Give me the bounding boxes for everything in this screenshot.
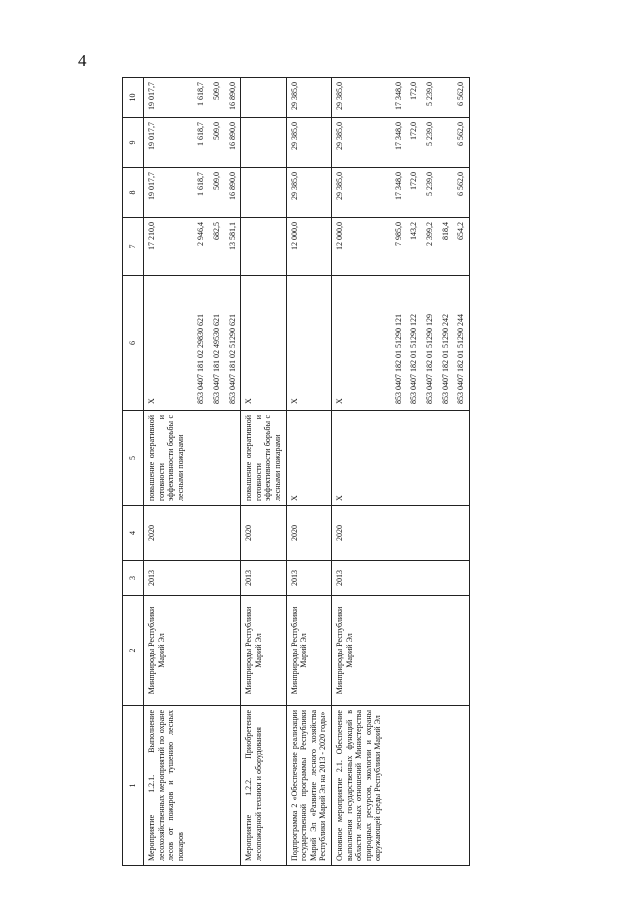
executor-cell	[453, 596, 469, 706]
amount-cell: 17 210,0	[144, 218, 189, 276]
amount-cell: 16 890,0	[225, 168, 241, 218]
table-row	[241, 78, 286, 866]
executor-cell	[438, 596, 454, 706]
start-year-cell: 2013	[241, 561, 286, 596]
executor-cell	[386, 596, 407, 706]
table-row	[438, 78, 454, 866]
amount-cell: 7 985,0	[386, 218, 407, 276]
amount-cell: 654,2	[453, 218, 469, 276]
amount-cell: 5 239,0	[422, 118, 438, 168]
budget-code-cell: 853 0407 181 02 29830 621	[188, 276, 209, 411]
budget-table	[122, 77, 470, 866]
expected-result-cell	[406, 411, 422, 506]
amount-cell: 29 385,0	[331, 118, 385, 168]
start-year-cell	[209, 561, 225, 596]
amount-cell: 16 890,0	[225, 78, 241, 118]
amount-cell: 12 000,0	[331, 218, 385, 276]
row-name-cell: Подпрограмма 2 «Обеспечение реализации государственной программы Республики Марий Эл «Развитие лесного хозяйства Республики Марий Эл на 2013 - 2020 годы»	[286, 706, 331, 866]
executor-cell: Минприроды Республики Марий Эл	[331, 596, 385, 706]
row-name-cell	[386, 706, 407, 866]
row-name-cell	[422, 706, 438, 866]
column-header: 6	[123, 276, 144, 411]
column-header: 1	[123, 706, 144, 866]
start-year-cell	[386, 561, 407, 596]
column-header: 8	[123, 168, 144, 218]
amount-cell: 17 348,0	[386, 168, 407, 218]
executor-cell: Минприроды Республики Марий Эл	[286, 596, 331, 706]
column-header: 3	[123, 561, 144, 596]
column-header: 7	[123, 218, 144, 276]
amount-cell: 509,0	[209, 78, 225, 118]
amount-cell: 818,4	[438, 218, 454, 276]
budget-code-cell: 853 0407 182 01 51290 122	[406, 276, 422, 411]
executor-cell	[406, 596, 422, 706]
start-year-cell	[188, 561, 209, 596]
executor-cell	[422, 596, 438, 706]
budget-code-cell: X	[241, 276, 286, 411]
budget-code-cell: X	[144, 276, 189, 411]
expected-result-cell	[386, 411, 407, 506]
amount-cell: 19 017,7	[144, 118, 189, 168]
executor-cell	[225, 596, 241, 706]
amount-cell: 1 618,7	[188, 168, 209, 218]
start-year-cell: 2013	[144, 561, 189, 596]
rotated-table-wrapper	[122, 78, 522, 866]
start-year-cell	[225, 561, 241, 596]
budget-code-cell: X	[331, 276, 385, 411]
expected-result-cell: повышение оперативной готовности и эффективности борьбы с лесными пожарами	[144, 411, 189, 506]
amount-cell	[438, 118, 454, 168]
amount-cell: 5 239,0	[422, 78, 438, 118]
row-name-cell	[209, 706, 225, 866]
expected-result-cell: повышение оперативной готовности и эффективности борьбы с лесными пожарами	[241, 411, 286, 506]
amount-cell: 13 581,1	[225, 218, 241, 276]
table-row	[286, 78, 331, 866]
amount-cell	[241, 218, 286, 276]
start-year-cell	[422, 561, 438, 596]
executor-cell: Минприроды Республики Марий Эл	[241, 596, 286, 706]
amount-cell	[438, 78, 454, 118]
end-year-cell	[225, 506, 241, 561]
amount-cell	[241, 118, 286, 168]
amount-cell: 143,2	[406, 218, 422, 276]
column-number-row	[123, 78, 144, 866]
amount-cell: 29 385,0	[331, 168, 385, 218]
executor-cell	[188, 596, 209, 706]
start-year-cell: 2013	[331, 561, 385, 596]
table-row	[188, 78, 209, 866]
end-year-cell	[406, 506, 422, 561]
row-name-cell: Основное мероприятие 2.1. Обеспечение выполнения государственных функций в области лесных отношений Министерства природных ресурсов, экологии и охраны окружающей среды Республики Марий Эл	[331, 706, 385, 866]
column-header: 9	[123, 118, 144, 168]
start-year-cell	[406, 561, 422, 596]
amount-cell: 6 562,0	[453, 168, 469, 218]
end-year-cell: 2020	[286, 506, 331, 561]
budget-code-cell: 853 0407 181 02 51290 621	[225, 276, 241, 411]
end-year-cell	[209, 506, 225, 561]
amount-cell: 6 562,0	[453, 78, 469, 118]
amount-cell: 509,0	[209, 118, 225, 168]
expected-result-cell: X	[331, 411, 385, 506]
amount-cell	[241, 168, 286, 218]
end-year-cell	[438, 506, 454, 561]
amount-cell: 29 385,0	[286, 78, 331, 118]
table-row	[209, 78, 225, 866]
budget-code-cell: 853 0407 182 01 51290 121	[386, 276, 407, 411]
table-row	[331, 78, 385, 866]
table-body	[144, 78, 470, 866]
amount-cell: 2 399,2	[422, 218, 438, 276]
table-row	[144, 78, 189, 866]
table-row	[406, 78, 422, 866]
amount-cell: 682,5	[209, 218, 225, 276]
expected-result-cell	[453, 411, 469, 506]
expected-result-cell: X	[286, 411, 331, 506]
amount-cell: 2 946,4	[188, 218, 209, 276]
budget-code-cell: X	[286, 276, 331, 411]
amount-cell: 12 000,0	[286, 218, 331, 276]
amount-cell	[438, 168, 454, 218]
expected-result-cell	[188, 411, 209, 506]
page-number: 4	[78, 51, 87, 70]
amount-cell: 6 562,0	[453, 118, 469, 168]
expected-result-cell	[438, 411, 454, 506]
column-header: 5	[123, 411, 144, 506]
amount-cell: 5 239,0	[422, 168, 438, 218]
table-row	[422, 78, 438, 866]
amount-cell: 19 017,7	[144, 78, 189, 118]
amount-cell: 29 385,0	[331, 78, 385, 118]
amount-cell: 172,0	[406, 168, 422, 218]
amount-cell: 1 618,7	[188, 78, 209, 118]
amount-cell: 29 385,0	[286, 118, 331, 168]
row-name-cell: Мероприятие 1.2.1. Выполнение лесохозяйственных мероприятий по охране лесов от пожаров и тушению лесных пожаров	[144, 706, 189, 866]
table-row	[453, 78, 469, 866]
table-row	[225, 78, 241, 866]
executor-cell	[209, 596, 225, 706]
start-year-cell: 2013	[286, 561, 331, 596]
amount-cell: 17 348,0	[386, 118, 407, 168]
amount-cell: 29 385,0	[286, 168, 331, 218]
budget-code-cell: 853 0407 181 02 49530 621	[209, 276, 225, 411]
row-name-cell	[188, 706, 209, 866]
table-row	[386, 78, 407, 866]
end-year-cell	[386, 506, 407, 561]
column-header: 4	[123, 506, 144, 561]
amount-cell: 509,0	[209, 168, 225, 218]
expected-result-cell	[209, 411, 225, 506]
amount-cell: 172,0	[406, 78, 422, 118]
amount-cell: 17 348,0	[386, 78, 407, 118]
amount-cell: 19 017,7	[144, 168, 189, 218]
start-year-cell	[438, 561, 454, 596]
amount-cell: 1 618,7	[188, 118, 209, 168]
end-year-cell: 2020	[144, 506, 189, 561]
end-year-cell	[422, 506, 438, 561]
amount-cell: 16 890,0	[225, 118, 241, 168]
budget-code-cell: 853 0407 182 01 51290 129	[422, 276, 438, 411]
row-name-cell	[453, 706, 469, 866]
row-name-cell: Мероприятие 1.2.2. Приобретение лесопожарной техники и оборудования	[241, 706, 286, 866]
end-year-cell	[188, 506, 209, 561]
row-name-cell	[225, 706, 241, 866]
row-name-cell	[406, 706, 422, 866]
expected-result-cell	[225, 411, 241, 506]
amount-cell: 172,0	[406, 118, 422, 168]
end-year-cell	[453, 506, 469, 561]
row-name-cell	[438, 706, 454, 866]
start-year-cell	[453, 561, 469, 596]
executor-cell: Минприроды Республики Марий Эл	[144, 596, 189, 706]
amount-cell	[241, 78, 286, 118]
column-header: 2	[123, 596, 144, 706]
budget-code-cell: 853 0407 182 01 51290 242	[438, 276, 454, 411]
end-year-cell: 2020	[241, 506, 286, 561]
expected-result-cell	[422, 411, 438, 506]
column-header: 10	[123, 78, 144, 118]
budget-code-cell: 853 0407 182 01 51290 244	[453, 276, 469, 411]
end-year-cell: 2020	[331, 506, 385, 561]
